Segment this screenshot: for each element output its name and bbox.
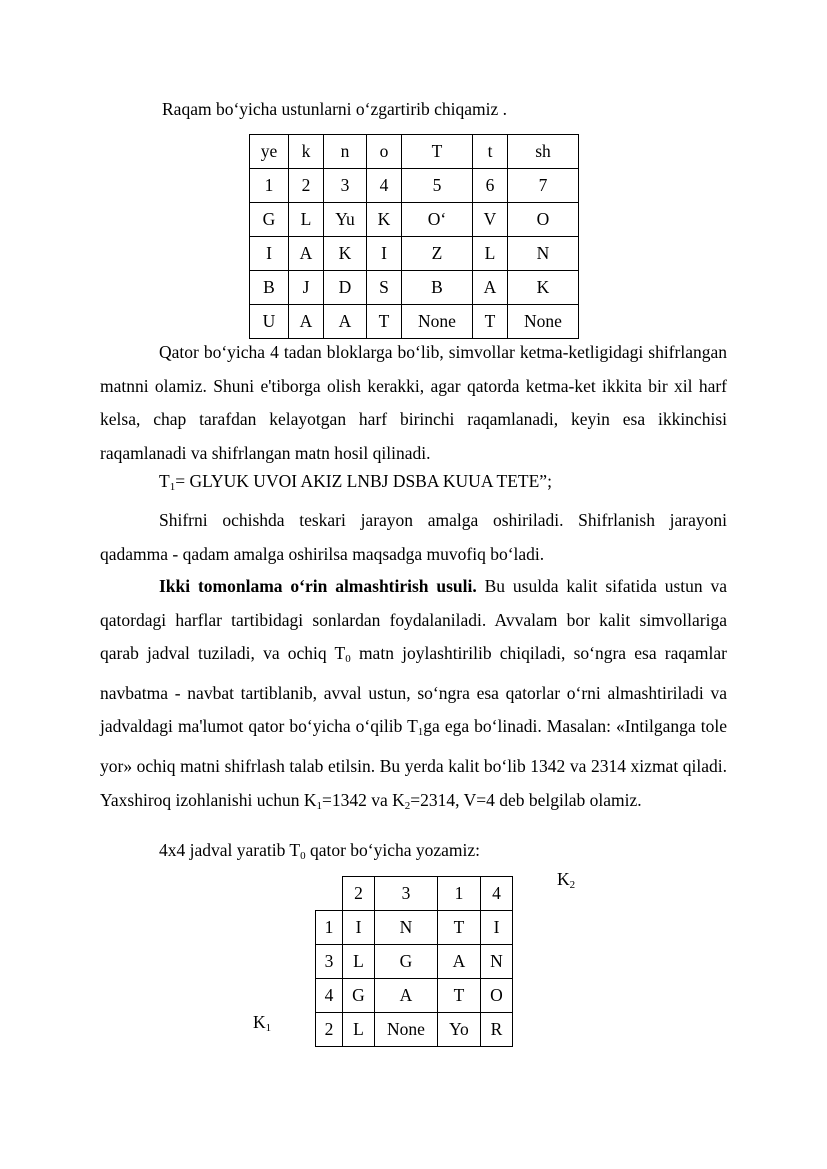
table1-cell: T [473, 305, 508, 339]
table2-column-key-cell: 2 [343, 877, 375, 911]
table1-cell: 7 [508, 169, 579, 203]
table-intro-sub: 0 [300, 850, 306, 862]
table1-cell: K [324, 237, 367, 271]
cipher-text-line [159, 471, 552, 493]
table2-cell: G [343, 979, 375, 1013]
table1-cell: A [289, 237, 324, 271]
table1-cell: 3 [324, 169, 367, 203]
double-permutation-table [315, 876, 513, 1047]
table1-cell: S [367, 271, 402, 305]
table1-cell: A [324, 305, 367, 339]
section-heading: Ikki tomonlama o‘rin almashtirish usuli. [159, 576, 477, 596]
table1-row [250, 305, 579, 339]
para3-text-a: Bu usulda kalit sifatida ustun va qatordagi harflar tartibidagi sonlardan foydalaniladi. Avvalam bor kalit simvollariga qarab jadval tuziladi, va ochiq T [100, 576, 728, 664]
table2-cell: None [375, 1013, 438, 1047]
table1-header-cell: t [473, 135, 508, 169]
table1-cell: A [289, 305, 324, 339]
table1-header-cell: T [402, 135, 473, 169]
table1-row [250, 271, 579, 305]
table1-cell: J [289, 271, 324, 305]
table1-cell: 2 [289, 169, 324, 203]
table1-header-cell: n [324, 135, 367, 169]
table2-row-key-cell: 1 [316, 911, 343, 945]
table2-cell: Yo [438, 1013, 481, 1047]
table1-cell: Yu [324, 203, 367, 237]
table1-cell: A [473, 271, 508, 305]
table1-cell: K [367, 203, 402, 237]
table1-cell: 4 [367, 169, 402, 203]
table1-header-cell: ye [250, 135, 289, 169]
para3-sub-c: 1 [316, 799, 322, 812]
table1-header-cell: o [367, 135, 402, 169]
table1-cell: B [402, 271, 473, 305]
paragraph-block-encryption: Qator bo‘yicha 4 tadan bloklarga bo‘lib, simvollar ketma-ketligidagi shifrlangan matnni olamiz. Shuni e'tiborga olish kerakki, agar qatorda ketma-ket ikkita bir xil harf kelsa, chap tarafdan kelayotgan harf birinchi raqamlanadi, keyin esa ikkinchisi raqamlanadi va shifrlangan matn hosil qilinadi. [100, 342, 727, 463]
table1-header-row [250, 135, 579, 169]
table1-row [250, 237, 579, 271]
k2-label [557, 869, 575, 891]
k1-label-main: K [253, 1012, 266, 1032]
para3-text-d: =1342 va K [321, 789, 405, 810]
table1-cell: O‘ [402, 203, 473, 237]
para3-sub-a: 0 [345, 653, 351, 666]
table2-corner-cell [316, 877, 343, 911]
para3-sub-d: 2 [404, 799, 411, 812]
table1-cell: I [250, 237, 289, 271]
table1-cell: 6 [473, 169, 508, 203]
table1-cell: V [473, 203, 508, 237]
table1-row [250, 169, 579, 203]
para3-text-e: =2314, V=4 deb belgilab olamiz. [410, 789, 642, 810]
column-permutation-table [249, 134, 579, 339]
table1-cell: I [367, 237, 402, 271]
table1-header-cell: sh [508, 135, 579, 169]
table1-cell: K [508, 271, 579, 305]
table2-cell: N [375, 911, 438, 945]
cipher-text-subscript: 1 [169, 481, 176, 493]
para3-text-c: ga ega bo‘linadi. Masalan: «Intilganga tole yor» ochiq matni shifrlash talab etilsin. Bu yerda kalit bo‘lib 1342 va 2314 xizmat qiladi. Yaxshiroq izohlanishi uchun K [100, 716, 727, 810]
table2-row-key-cell: 2 [316, 1013, 343, 1047]
table-intro-a: 4x4 jadval yaratib T [159, 840, 301, 860]
table2-cell: G [375, 945, 438, 979]
table1-header-cell: k [289, 135, 324, 169]
table1-cell: U [250, 305, 289, 339]
k2-label-sub: 2 [569, 879, 576, 891]
paragraph-double-permutation [100, 570, 727, 823]
k1-label [253, 1012, 271, 1034]
table1-cell: Z [402, 237, 473, 271]
table2-row [316, 945, 513, 979]
table2-row-key-cell: 4 [316, 979, 343, 1013]
paragraph-decryption: Shifrni ochishda teskari jarayon amalga oshiriladi. Shifrlanish jarayoni qadamma - qadam amalga oshirilsa maqsadga muvofiq bo‘ladi. [100, 510, 727, 564]
table2-column-key-cell: 1 [438, 877, 481, 911]
table2-cell: L [343, 945, 375, 979]
cipher-text-value: = GLYUK UVOI AKIZ LNBJ DSBA KUUA TETE”; [175, 471, 552, 491]
table2-cell: A [375, 979, 438, 1013]
table1-cell: None [402, 305, 473, 339]
table2-row [316, 1013, 513, 1047]
table1-cell: B [250, 271, 289, 305]
table1-cell: G [250, 203, 289, 237]
table2-cell: O [481, 979, 513, 1013]
table1-cell: D [324, 271, 367, 305]
table2-column-key-cell: 4 [481, 877, 513, 911]
table2-header-row [316, 877, 513, 911]
table2-row [316, 911, 513, 945]
table2-cell: R [481, 1013, 513, 1047]
cipher-text-prefix: T [159, 471, 170, 491]
table1-cell: 5 [402, 169, 473, 203]
table1-cell: T [367, 305, 402, 339]
table2-cell: T [438, 979, 481, 1013]
para3-text-b: matn joylashtirilib chiqiladi, so‘ngra esa raqamlar navbatma - navbat tartiblanib, avval ustun, so‘ngra esa qatorlar o‘rni almashtiriladi va jadvaldagi ma'lumot qator bo‘yicha o‘qilib T [100, 643, 727, 737]
table2-column-key-cell: 3 [375, 877, 438, 911]
table2-cell: I [481, 911, 513, 945]
table1-cell: 1 [250, 169, 289, 203]
intro-line: Raqam bo‘yicha ustunlarni o‘zgartirib chiqamiz . [162, 99, 508, 119]
table2-row-key-cell: 3 [316, 945, 343, 979]
para3-sub-b: 1 [417, 726, 424, 739]
table1-cell: L [473, 237, 508, 271]
table2-cell: T [438, 911, 481, 945]
k1-label-sub: 1 [265, 1022, 272, 1034]
table1-cell: None [508, 305, 579, 339]
table2-cell: L [343, 1013, 375, 1047]
k2-label-main: K [557, 869, 570, 889]
table2-cell: I [343, 911, 375, 945]
table1-cell: L [289, 203, 324, 237]
table1-row [250, 203, 579, 237]
table1-cell: O [508, 203, 579, 237]
table2-cell: A [438, 945, 481, 979]
table-intro-line [159, 840, 480, 862]
table2-row [316, 979, 513, 1013]
table-intro-b: qator bo‘yicha yozamiz: [305, 840, 481, 860]
table1-cell: N [508, 237, 579, 271]
table2-cell: N [481, 945, 513, 979]
